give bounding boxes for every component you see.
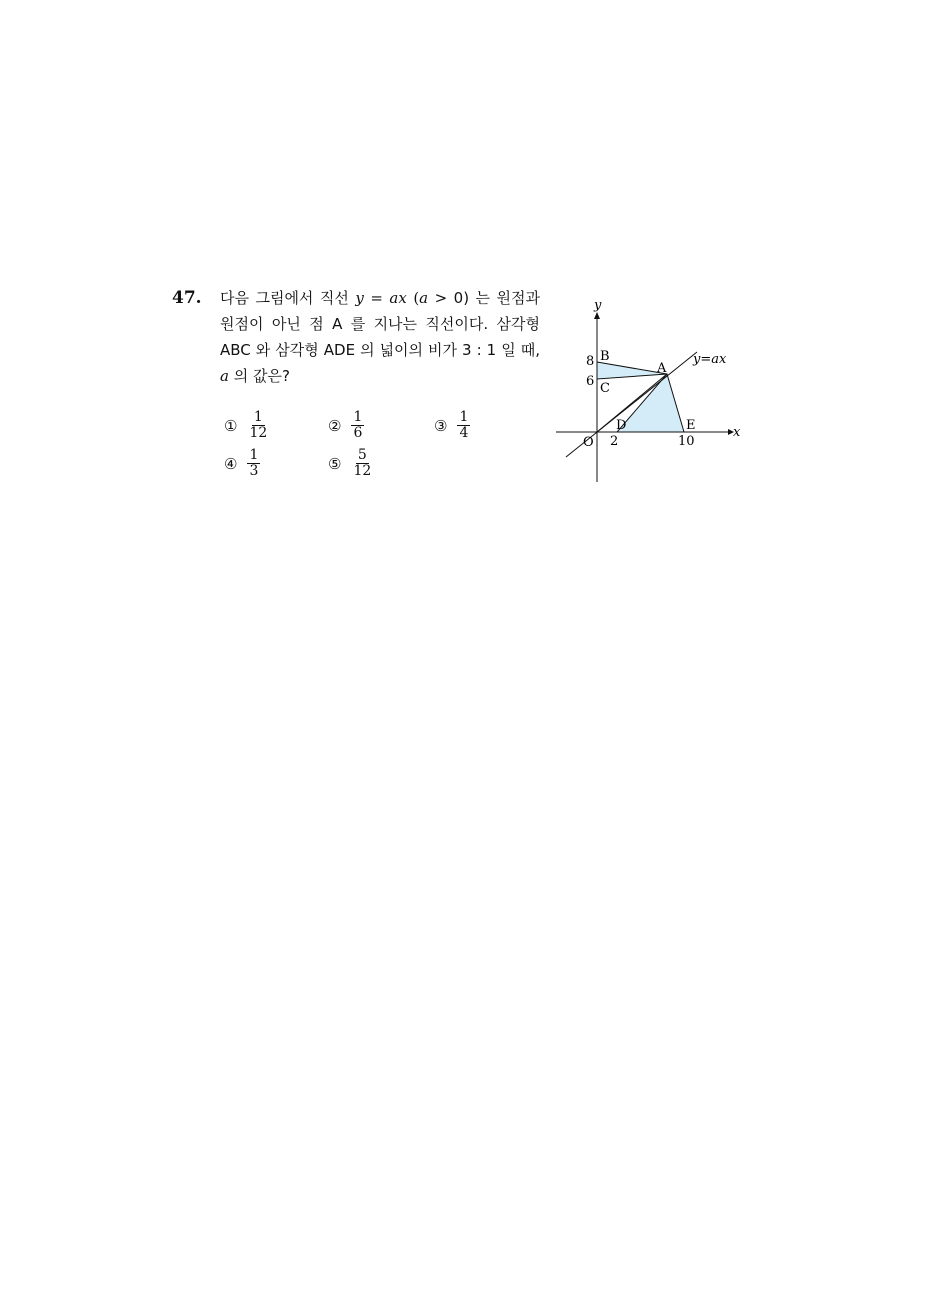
point-label-e: E bbox=[686, 418, 696, 433]
choice-marker: ④ bbox=[224, 454, 238, 473]
y-axis-arrow-icon bbox=[594, 312, 600, 319]
denominator: 12 bbox=[249, 425, 268, 441]
tick-y-8: 8 bbox=[586, 354, 595, 369]
denominator: 4 bbox=[459, 425, 469, 441]
problem-47 bbox=[0, 0, 926, 600]
choice-1[interactable] bbox=[224, 410, 269, 441]
coordinate-figure bbox=[550, 295, 750, 490]
math-var-a: a bbox=[419, 289, 429, 307]
math-var-y: y bbox=[355, 289, 364, 307]
point-label-b: B bbox=[600, 349, 610, 364]
question-stem bbox=[220, 285, 540, 389]
math-equals: = bbox=[363, 289, 390, 307]
stem-line-3: ABC 와 삼각형 ADE 의 넓이의 비가 3 : 1 일 때, bbox=[220, 341, 540, 359]
denominator: 3 bbox=[249, 463, 259, 479]
choice-3[interactable] bbox=[434, 410, 470, 441]
numerator: 1 bbox=[459, 409, 469, 425]
point-label-a: A bbox=[657, 361, 667, 376]
x-axis-label: x bbox=[733, 425, 741, 440]
math-var-a: a bbox=[220, 367, 229, 385]
stem-text: 의 값은? bbox=[228, 367, 290, 385]
numerator: 5 bbox=[357, 447, 367, 463]
tick-y-6: 6 bbox=[586, 374, 595, 389]
triangle-ade bbox=[617, 374, 684, 432]
stem-text: > 0) 는 원점과 bbox=[428, 289, 540, 307]
tick-x-2: 2 bbox=[610, 434, 619, 449]
fraction bbox=[247, 448, 260, 479]
denominator: 12 bbox=[353, 463, 372, 479]
choice-marker: ③ bbox=[434, 416, 448, 435]
fraction bbox=[247, 410, 269, 441]
choice-4[interactable] bbox=[224, 448, 260, 479]
choice-2[interactable] bbox=[328, 410, 364, 441]
denominator: 6 bbox=[353, 425, 363, 441]
choice-marker: ② bbox=[328, 416, 342, 435]
question-number: 47. bbox=[172, 288, 202, 308]
point-label-c: C bbox=[600, 381, 610, 396]
y-axis-label: y bbox=[594, 298, 602, 313]
numerator: 1 bbox=[253, 409, 263, 425]
tick-x-10: 10 bbox=[678, 434, 695, 449]
fraction bbox=[351, 410, 364, 441]
fraction bbox=[457, 410, 470, 441]
stem-text: 다음 그림에서 직선 bbox=[220, 289, 356, 307]
fraction bbox=[351, 448, 373, 479]
point-label-d: D bbox=[616, 418, 627, 433]
line-label: y=ax bbox=[693, 352, 727, 367]
choice-marker: ⑤ bbox=[328, 454, 342, 473]
choice-5[interactable] bbox=[328, 448, 373, 479]
choice-marker: ① bbox=[224, 416, 238, 435]
point-label-o: O bbox=[583, 435, 594, 450]
stem-line-2: 원점이 아닌 점 A 를 지나는 직선이다. 삼각형 bbox=[220, 315, 540, 333]
numerator: 1 bbox=[353, 409, 363, 425]
math-ax: ax bbox=[389, 289, 407, 307]
stem-line-4 bbox=[220, 363, 540, 389]
math-paren: ( bbox=[406, 289, 420, 307]
numerator: 1 bbox=[249, 447, 259, 463]
stem-line-1 bbox=[220, 285, 540, 311]
